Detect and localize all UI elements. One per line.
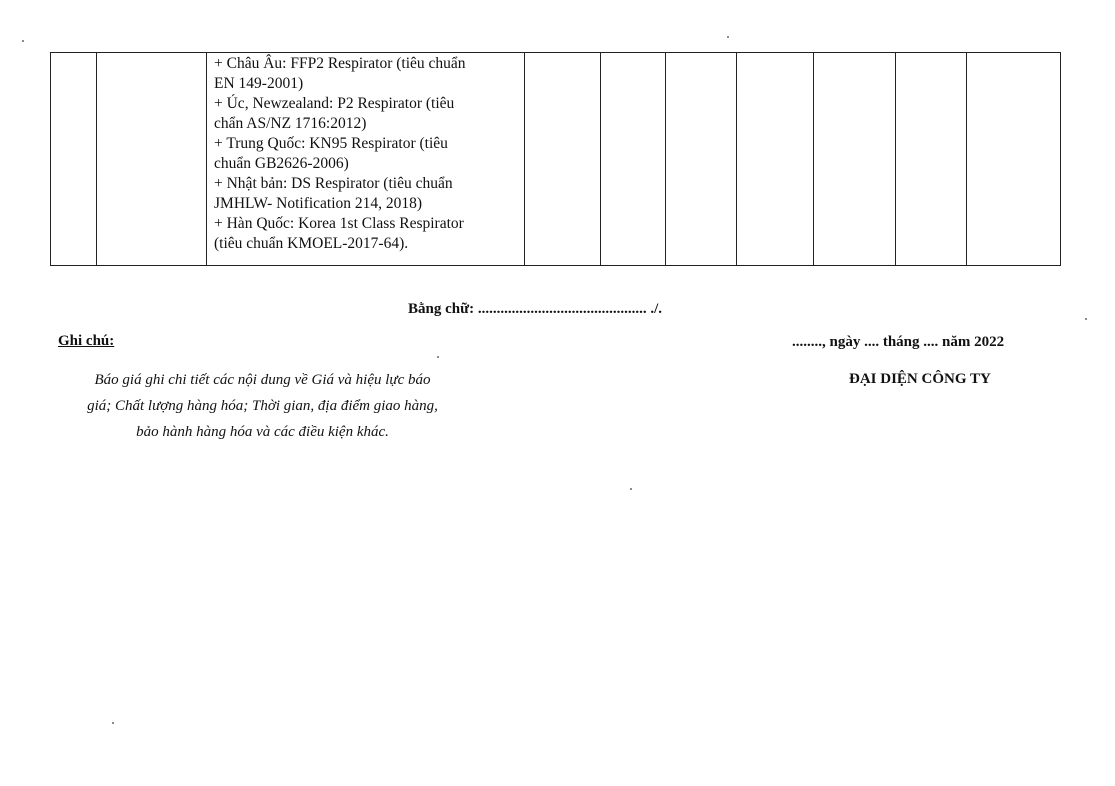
- representative-title: ĐẠI DIỆN CÔNG TY: [849, 371, 991, 387]
- scan-speck: [437, 356, 439, 358]
- description-line: + Úc, Newzealand: P2 Respirator (tiêu: [214, 95, 455, 112]
- description-line: chuẩn GB2626-2006): [214, 155, 349, 172]
- scan-speck: [1085, 318, 1087, 320]
- description-line: + Hàn Quốc: Korea 1st Class Respirator: [214, 215, 464, 232]
- description-line: EN 149-2001): [214, 75, 304, 92]
- scan-speck: [727, 36, 729, 38]
- empty-cell: [601, 53, 666, 266]
- description-line: + Trung Quốc: KN95 Respirator (tiêu: [214, 135, 448, 152]
- amount-in-words: Bằng chữ: ............................................. ./.: [408, 301, 663, 317]
- description-line: + Châu Âu: FFP2 Respirator (tiêu chuẩn: [214, 55, 466, 72]
- quotation-table: [50, 52, 1061, 266]
- description-cell: [207, 53, 525, 266]
- note-line: bảo hành hàng hóa và các điều kiện khác.: [136, 424, 389, 440]
- description-line: + Nhật bản: DS Respirator (tiêu chuẩn: [214, 175, 453, 192]
- scan-speck: [22, 40, 24, 42]
- product-name-cell: [97, 53, 207, 266]
- note-title: Ghi chú:: [58, 333, 115, 349]
- description-line: (tiêu chuẩn KMOEL-2017-64).: [214, 235, 409, 252]
- note-body: [55, 367, 470, 445]
- empty-cell: [666, 53, 737, 266]
- stt-cell: [51, 53, 97, 266]
- table-row: [51, 53, 1061, 266]
- empty-cell: [814, 53, 896, 266]
- description-line: chẩn AS/NZ 1716:2012): [214, 115, 367, 132]
- description-line: JMHLW- Notification 214, 2018): [214, 195, 423, 212]
- note-line: giá; Chất lượng hàng hóa; Thời gian, địa điểm giao hàng,: [87, 398, 438, 414]
- empty-cell: [525, 53, 601, 266]
- date-line: ........, ngày .... tháng .... năm 2022: [792, 334, 1005, 350]
- scan-speck: [630, 488, 632, 490]
- scan-speck: [112, 722, 114, 724]
- empty-cell: [737, 53, 814, 266]
- empty-cell: [896, 53, 967, 266]
- note-line: Báo giá ghi chi tiết các nội dung về Giá và hiệu lực báo: [94, 372, 431, 388]
- empty-cell: [967, 53, 1061, 266]
